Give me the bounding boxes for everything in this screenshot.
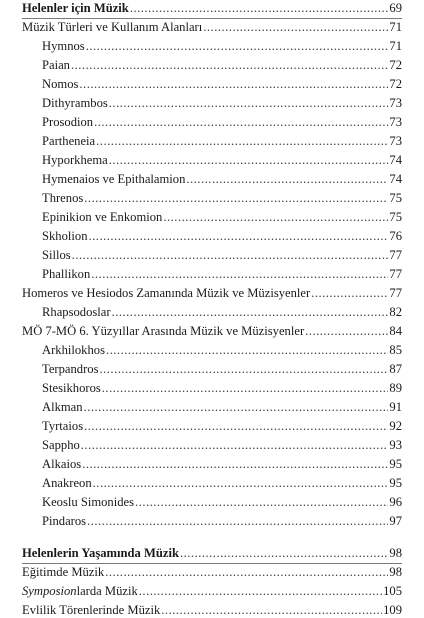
dot-leader (84, 418, 388, 434)
toc-entry (22, 285, 402, 301)
dot-leader (139, 583, 382, 599)
toc-entry-page: 77 (389, 267, 402, 281)
toc-entry-title: Paian (42, 58, 70, 72)
toc-entry (42, 304, 402, 320)
toc-entry-title: Sappho (42, 438, 80, 452)
dot-leader (311, 285, 388, 301)
toc-entry-page: 77 (389, 248, 402, 262)
dot-leader (86, 38, 389, 54)
toc-entry-page: 71 (389, 20, 402, 34)
toc-entry-title: Epinikion ve Enkomion (42, 210, 163, 224)
toc-entry (42, 95, 402, 111)
toc-entry (42, 456, 402, 472)
toc-entry-title: Partheneia (42, 134, 96, 148)
toc-entry-page: 91 (389, 400, 402, 414)
toc-entry-page: 84 (389, 324, 402, 338)
toc-entry-title: Phallikon (42, 267, 91, 281)
toc-entry-title: Terpandros (42, 362, 99, 376)
toc-entry (22, 19, 402, 35)
toc-entry-title: MÖ 7-MÖ 6. Yüzyıllar Arasında Müzik ve Müzisyenler (22, 324, 305, 338)
toc-entry-page: 109 (383, 603, 402, 617)
toc-entry-title: Stesikhoros (42, 381, 101, 395)
toc-entry-page: 93 (389, 438, 402, 452)
toc-entry-page: 92 (389, 419, 402, 433)
toc-entry (42, 190, 402, 206)
toc-entry-title: Hymnos (42, 39, 85, 53)
toc-entry-title: Arkhilokhos (42, 343, 105, 357)
dot-leader (109, 95, 389, 111)
dot-leader (84, 190, 388, 206)
toc-entry-title: Nomos (42, 77, 79, 91)
toc-entry-title: Threnos (42, 191, 84, 205)
dot-leader (82, 456, 388, 472)
toc-entry-page: 89 (389, 381, 402, 395)
toc-entry (22, 545, 402, 561)
toc-entry-page: 105 (383, 584, 402, 598)
dot-leader (203, 19, 388, 35)
toc-entry-page: 95 (389, 476, 402, 490)
toc-entry (42, 133, 402, 149)
toc-entry (42, 114, 402, 130)
toc-entry-page: 97 (389, 514, 402, 528)
dot-leader (91, 266, 388, 282)
toc-entry-page: 74 (389, 153, 402, 167)
toc-entry-title: Helenlerin Yaşamında Müzik (22, 546, 179, 560)
toc-entry-page: 98 (389, 565, 402, 579)
dot-leader (130, 0, 389, 16)
dot-leader (135, 494, 388, 510)
toc-entry (22, 564, 402, 580)
dot-leader (84, 399, 389, 415)
toc-entry-page: 72 (389, 77, 402, 91)
toc-entry-title: Skholion (42, 229, 88, 243)
toc-entry (42, 399, 402, 415)
dot-leader (161, 602, 382, 618)
toc-entry-title: Keoslu Simonides (42, 495, 135, 509)
toc-entry-title: Sillos (42, 248, 71, 262)
dot-leader (94, 114, 388, 130)
toc-entry-title: Pindaros (42, 514, 87, 528)
dot-leader (105, 564, 388, 580)
toc-entry-title: Homeros ve Hesiodos Zamanında Müzik ve Müzisyenler (22, 286, 311, 300)
toc-entry (42, 228, 402, 244)
toc-entry (42, 152, 402, 168)
toc-entry (42, 418, 402, 434)
toc-entry (42, 38, 402, 54)
toc-entry-page: 82 (389, 305, 402, 319)
toc-entry-title: Evlilik Törenlerinde Müzik (22, 603, 161, 617)
toc-entry-page: 75 (389, 210, 402, 224)
toc-entry-page: 71 (389, 39, 402, 53)
toc-entry-title: Alkaios (42, 457, 82, 471)
toc-entry-title: Eğitimde Müzik (22, 565, 105, 579)
toc-entry-page: 73 (389, 115, 402, 129)
toc-entry (42, 247, 402, 263)
toc-entry (42, 57, 402, 73)
toc-entry-page: 85 (389, 343, 402, 357)
toc-entry (42, 171, 402, 187)
toc-entry (42, 266, 402, 282)
toc-entry (22, 583, 402, 599)
dot-leader (109, 152, 389, 168)
dot-leader (102, 380, 389, 396)
toc-entry (22, 323, 402, 339)
dot-leader (71, 57, 388, 73)
dot-leader (186, 171, 388, 187)
dot-leader (99, 361, 388, 377)
dot-leader (79, 76, 388, 92)
dot-leader (163, 209, 388, 225)
toc-entry-title: Prosodion (42, 115, 94, 129)
toc-entry (22, 0, 402, 16)
dot-leader (305, 323, 388, 339)
toc-entry-title: Alkman (42, 400, 83, 414)
toc-entry (42, 437, 402, 453)
toc-entry-page: 69 (389, 1, 402, 15)
toc-entry-page: 73 (389, 96, 402, 110)
toc-entry (42, 380, 402, 396)
toc-entry (42, 76, 402, 92)
toc-entry-page: 87 (389, 362, 402, 376)
toc-entry-page: 73 (389, 134, 402, 148)
dot-leader (72, 247, 389, 263)
toc-entry-title: Symposionlarda Müzik (22, 584, 138, 598)
toc-entry-title: Rhapsodoslar (42, 305, 111, 319)
toc-entry-page: 96 (389, 495, 402, 509)
dot-leader (81, 437, 389, 453)
dot-leader (96, 133, 388, 149)
toc-entry-page: 72 (389, 58, 402, 72)
toc-entry-title: Müzik Türleri ve Kullanım Alanları (22, 20, 203, 34)
toc-entry-title: Dithyrambos (42, 96, 108, 110)
dot-leader (112, 304, 389, 320)
toc-entry (22, 602, 402, 618)
toc-entry-page: 95 (389, 457, 402, 471)
toc-entry-page: 75 (389, 191, 402, 205)
dot-leader (93, 475, 389, 491)
toc-entry-title: Hyporkhema (42, 153, 108, 167)
toc-entry-page: 98 (389, 546, 402, 560)
toc-entry-page: 77 (389, 286, 402, 300)
toc-entry-title: Tyrtaios (42, 419, 84, 433)
dot-leader (89, 228, 389, 244)
toc-entry-page: 76 (389, 229, 402, 243)
dot-leader (87, 513, 388, 529)
dot-leader (106, 342, 388, 358)
toc-entry (42, 513, 402, 529)
dot-leader (180, 545, 388, 561)
toc-entry-title: Hymenaios ve Epithalamion (42, 172, 186, 186)
toc-entry (42, 475, 402, 491)
toc-entry (42, 209, 402, 225)
toc-entry (42, 361, 402, 377)
toc-entry-title: Anakreon (42, 476, 92, 490)
toc-entry (42, 494, 402, 510)
toc-entry-page: 74 (389, 172, 402, 186)
toc-entry-title: Helenler için Müzik (22, 1, 129, 15)
toc-entry (42, 342, 402, 358)
